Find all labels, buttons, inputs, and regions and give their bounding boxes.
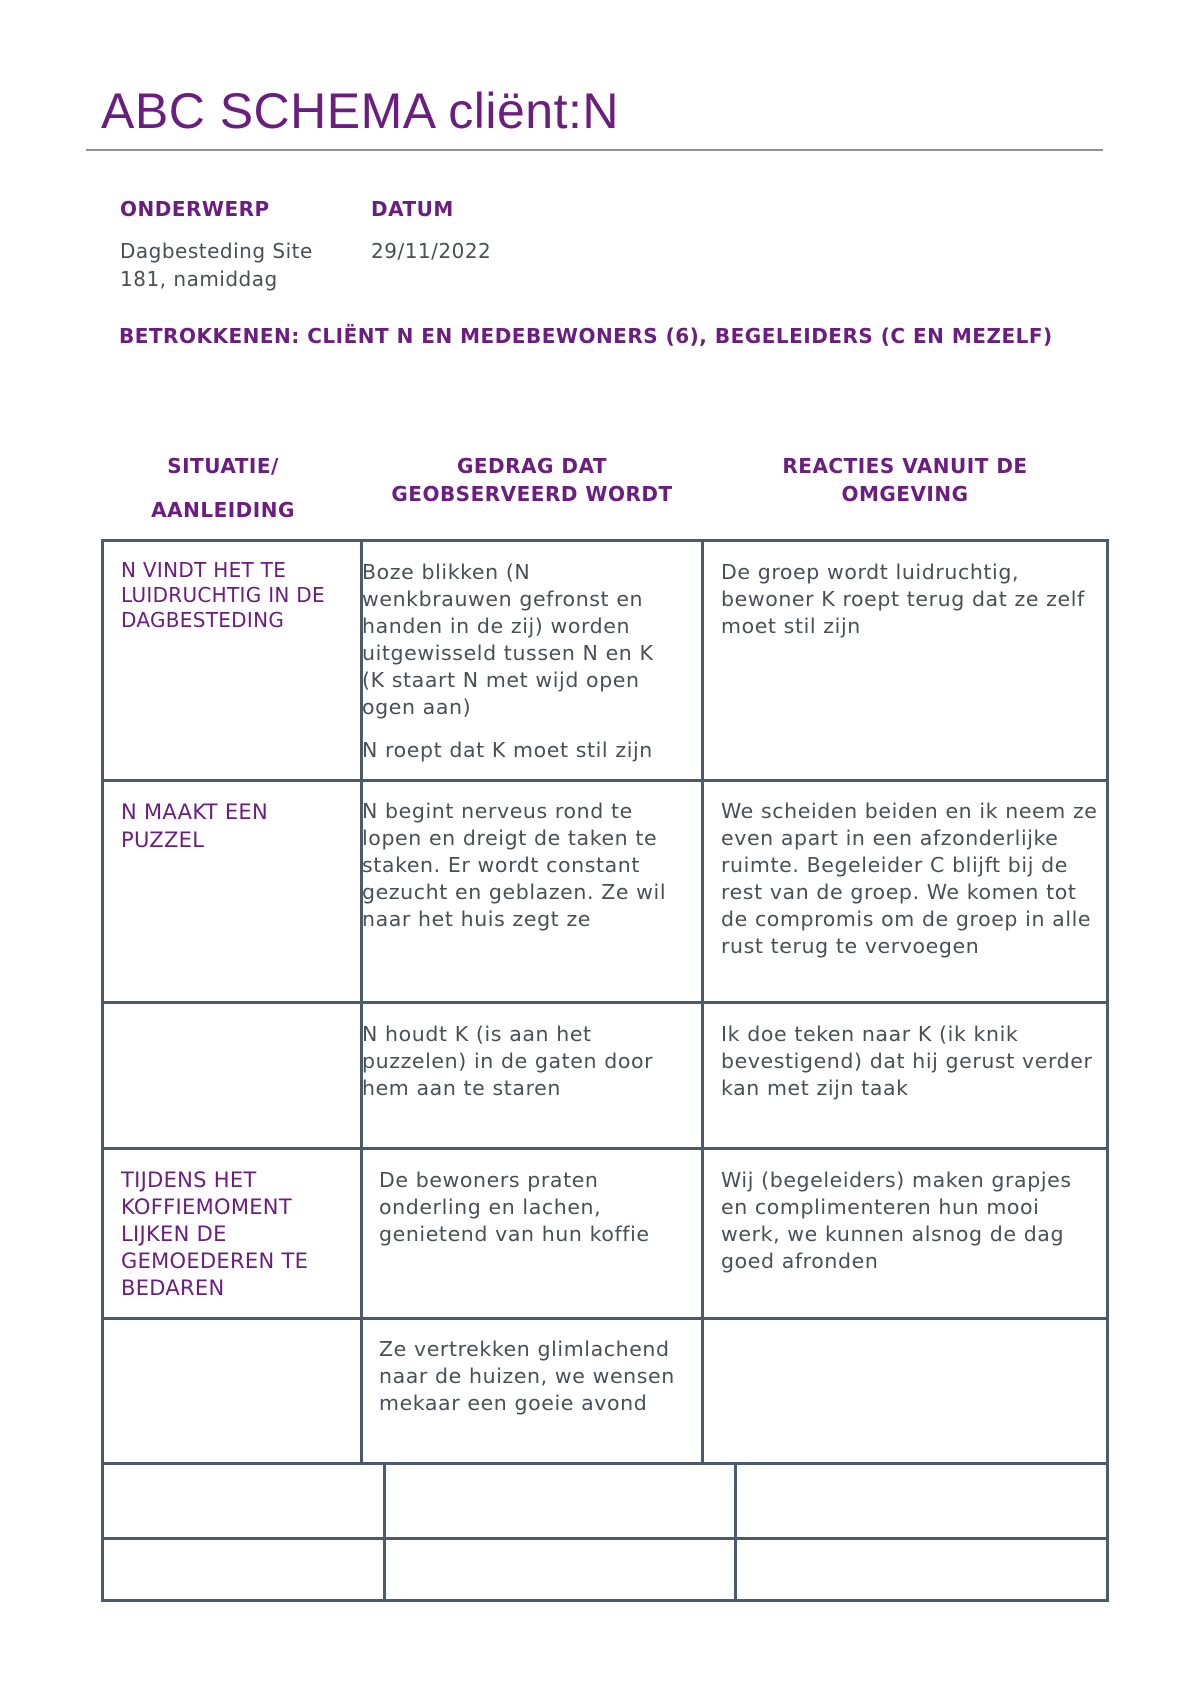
datum-value: 29/11/2022 [371,239,492,263]
row-2-reacties: We scheiden beiden en ik neem ze even apart in een afzonderlijke ruimte. Begeleider C blijft bij de rest van de groep. We komen tot de compromis om de groep in alle rust terug te vervoegen [721,799,1098,958]
table-border [701,539,704,1465]
table-border [101,1001,1109,1004]
row-3-gedrag: N houdt K (is aan het puzzelen) in de gaten door hem aan te staren [362,1022,654,1100]
row-4-situatie: TIJDENS HET KOFFIEMOMENT LIJKEN DE GEMOEDEREN TE BEDAREN [121,1168,309,1300]
betrokkenen-heading: BETROKKENEN: CLIËNT N EN MEDEBEWONERS (6), BEGELEIDERS (C EN MEZELF) [119,324,1053,348]
row-4-gedrag: De bewoners praten onderling en lachen, genietend van hun koffie [379,1168,650,1246]
column-header-reacties: REACTIES VANUIT DE OMGEVING [782,454,1028,506]
situatie-header-line-2: AANLEIDING [151,498,295,522]
table-border [101,539,1109,542]
row-1-reacties: De groep wordt luidruchtig, bewoner K roept terug dat ze zelf moet stil zijn [721,560,1085,638]
row-2-situatie: N MAAKT EEN PUZZEL [121,800,269,852]
table-border [1106,539,1109,1602]
page-title: ABC SCHEMA cliënt:N [101,83,619,139]
table-border [383,1462,386,1602]
onderwerp-line-1: Dagbesteding Site [120,239,313,263]
row-1-gedrag [362,559,682,780]
column-header-gedrag: GEDRAG DAT GEOBSERVEERD WORDT [391,454,673,506]
table-border [101,539,104,1602]
onderwerp-line-2: 181, namiddag [120,267,278,291]
datum-label: DATUM [371,197,454,221]
table-border [101,1599,1109,1602]
table-border [101,1462,1109,1465]
row-1-gedrag-p2: N roept dat K moet stil zijn [362,738,653,762]
table-border [101,1537,1109,1540]
onderwerp-label: ONDERWERP [120,197,270,221]
table-border [101,1317,1109,1320]
table-border [734,1462,737,1602]
onderwerp-value [120,237,313,293]
situatie-header-line-1: SITUATIE/ [167,454,279,478]
row-3-reacties: Ik doe teken naar K (ik knik bevestigend) dat hij gerust verder kan met zijn taak [721,1022,1093,1100]
row-5-gedrag: Ze vertrekken glimlachend naar de huizen, we wensen mekaar een goeie avond [379,1337,675,1415]
row-1-situatie: N VINDT HET TE LUIDRUCHTIG IN DE DAGBESTEDING [121,558,325,632]
title-divider [86,149,1103,151]
table-border [101,1147,1109,1150]
row-1-gedrag-p1: Boze blikken (N wenkbrauwen gefronst en handen in de zij) worden uitgewisseld tussen N en K (K staart N met wijd open ogen aan) [362,560,654,719]
row-2-gedrag: N begint nerveus rond te lopen en dreigt de taken te staken. Er wordt constant gezucht en geblazen. Ze wil naar het huis zegt ze [362,799,667,931]
row-4-reacties: Wij (begeleiders) maken grapjes en complimenteren hun mooi werk, we kunnen alsnog de dag goed afronden [721,1168,1072,1273]
column-header-situatie [103,452,343,524]
